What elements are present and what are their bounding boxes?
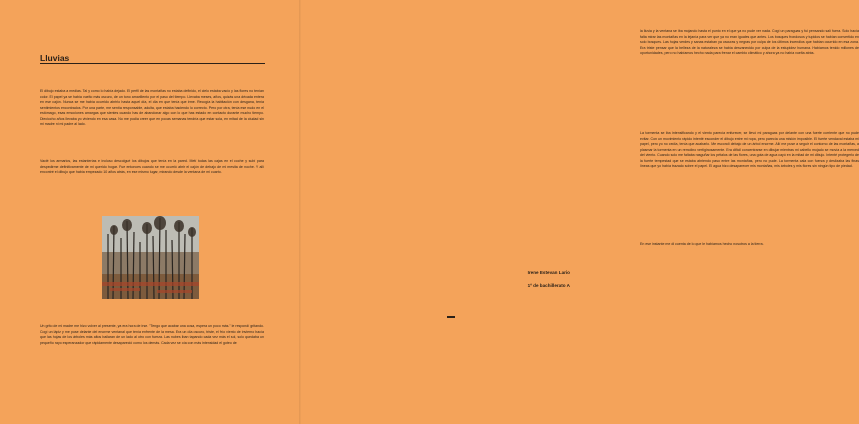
- page-marker: [447, 316, 455, 318]
- author-name: Irene Estevan Lario: [527, 270, 570, 275]
- burnt-forest-illustration: [102, 216, 199, 299]
- story-paragraph-5: La tormenta se iba intensificando y el viento parecía enfurecer, se llevó mi paraguas por delante con una fuerte corriente que no pude evitar. Con un movimiento rápido intenté esconder el dibujo entre mi ropa, pero parecía una misión imposible. El fuerte vendaval estaba mi papel, pero yo no cedía, tenía que acabarlo. Me escondí debajo de un árbol enorme. Allí me puse a seguir el contorno de las montañas, a plasmar la tormenta en un remolino vertiginosamente. Era difícil concentrarse en dibujar mientras mi cabello mojado se movía a la merced del viento. Cuando solo me faltaba rasguñar los pétalos de las flores, una gota de agua cayó en la mitad de mi dibujo. Intenté protegerlo de la fuerte tempestad que se estaba abriendo paso entre las montañas, pero no pude. La tormenta cala con fuerza y deslizaba las finas líneas que yo había trazado sobre el papel. El agua hizo desaparecer mis montañas, mis árboles y mis flores sin ningún tipo de piedad.: [640, 131, 859, 169]
- story-paragraph-2: Vacié los armarios, las estanterías e incluso descolgué los dibujos que tenía en la pared. Metí todas las cajas en el coche y subí para despedirme definitivamente de mi querido hogar. Fue entonces cuando se me ocurrió abrir el cajón de debajo de mi mesita de noche. Y allí encontré el dibujo que había empezado 10 años atrás, en ese mismo lugar, mirando desde la ventana de mi cuarto.: [40, 159, 264, 175]
- story-paragraph-3: Un grito de mi madre me hizo volver al presente, ya era hora de irse. "Tengo que acabar una cosa, espera un poco más." le respondí gritando. Cogí un lápiz y me puse delante del enorme ventanal que tenía enfrente de la mesa. Era un día oscuro, triste, el frío viento de invierno hacía que las hojas de los árboles más altos bailaran de un lado al otro con fuerza. Las nubes iban tapando cada vez más el sol, solo quedaba un pequeño rayo esperanzador que rápidamente desapareció como los demás. Cada vez se oía con más intensidad el goteo de: [40, 324, 264, 345]
- burnt-forest-photo: [102, 216, 199, 299]
- author-class: 1º de bachillerato A: [527, 283, 570, 288]
- page-title: Lluvias: [40, 53, 265, 64]
- right-page: [300, 0, 859, 424]
- story-paragraph-6: En ese instante me di cuenta de lo que le habíamos hecho nosotros a la tierra.: [640, 242, 764, 246]
- left-page: [0, 0, 300, 424]
- story-paragraph-4: la lluvia y la ventana se iba mojando hasta el punto en el que ya no pude ver nada. Cogí un paraguas y fui pensando salí fuera. Solo hacía falta mirar las montañas en la lejanía para ver que ya no eran iguales que antes. Los bosques frondosos y tupidos se habían convertido en solo bosques. Las hojas verdes y sanas estaban ya oscuras y negras por culpa de los últimos incendios que habían ocurrido en esa zona. Era triste pensar que la belleza de la naturaleza se había desvanecido por culpa de la estupidez humana. Habíamos tenido millones de oportunidades, pero no habíamos hecho nada para frenar el cambio climático y ahora ya no había vuelta atrás.: [640, 29, 859, 56]
- story-paragraph-1: El dibujo estaba a medias. Tal y como lo había dejado. El perfil de las montañas no estaba definido, el cielo estaba vacío y las flores no tenían color. El papel ya se había vuelto más oscuro, de un tono amarillento por el paso del tiempo. Llevaba meses, años, quizás una década entera en ese cajón. Nunca se me había ocurrido abrirlo hasta aquel día, el día en que tenía que irme. Recogía la habitación con desgana, tenía sentimientos encontrados. Por una parte, me sentía responsable, adulta, que estaba haciendo lo correcto. Pero por otra, tenía ese nudo en el estómago, esas emociones amargas que sientes cuando has de abandonar algo con lo que has estado en contacto durante mucho tiempo. Dieciocho años llevaba yo viviendo en esa casa. No me podía creer que en pocas semanas tendría que estar sola, en mitad de la ciudad sin mi madre ni mi padre al lado.: [40, 89, 264, 127]
